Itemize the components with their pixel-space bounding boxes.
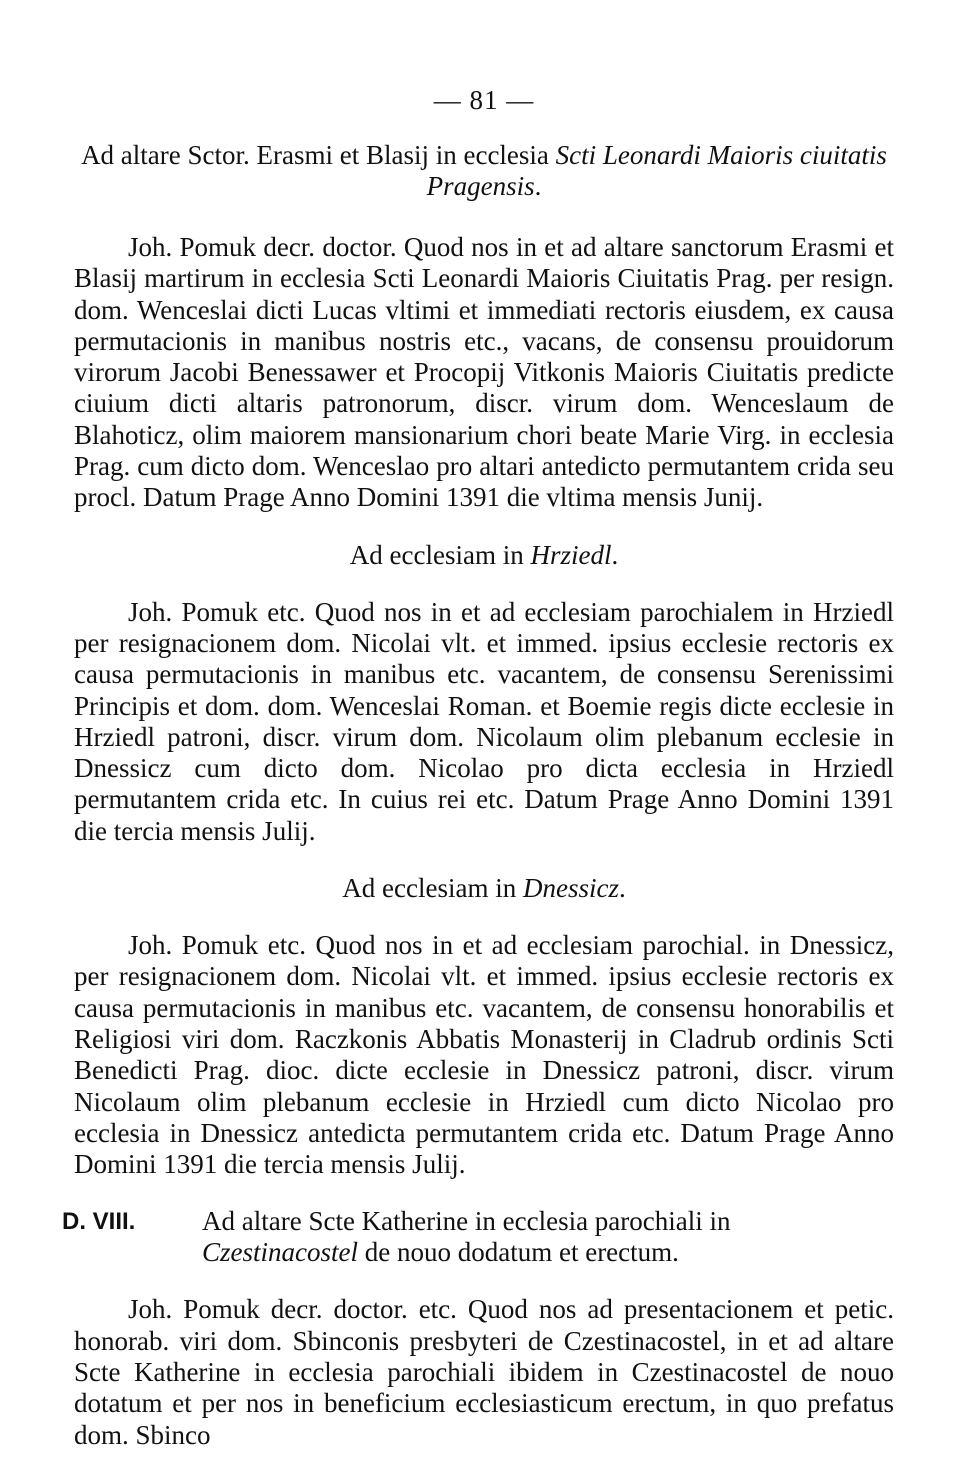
section-heading-hrziedl	[74, 540, 894, 571]
heading-period: .	[618, 873, 626, 904]
heading-italic-part: Czestinacostel	[202, 1237, 358, 1268]
heading-period: .	[611, 539, 619, 570]
page-number: — 81 —	[433, 85, 535, 115]
section-heading-dnessicz	[74, 873, 894, 904]
heading-text	[74, 873, 894, 904]
heading-italic-part: Hrziedl	[530, 539, 612, 570]
section-marker: D. VIII.	[62, 1208, 136, 1236]
heading-line-2	[202, 1237, 894, 1268]
heading-lines	[202, 1206, 894, 1268]
heading-text	[74, 140, 894, 202]
paragraph-hrziedl: Joh. Pomuk etc. Quod nos in et ad ecclesiam parochialem in Hrziedl per resignacionem dom. Nicolai vlt. et immed. ipsius ecclesie rectoris ex causa permutacionis in manibus etc. vacantem, de consensu Serenissimi Principis et dom. dom. Wenceslai Roman. et Boemie regis dicte ecclesie in Hrziedl patroni, discr. virum dom. Nicolaum olim plebanum ecclesie in Dnessicz cum dicto dom. Nicolao pro dicta ecclesia in Hrziedl permutantem crida etc. In cuius rei etc. Datum Prage Anno Domini 1391 die tercia mensis Julij.	[74, 596, 894, 846]
heading-period: .	[534, 171, 542, 201]
section-heading-erasmi-blasij	[74, 140, 894, 202]
heading-text-part: Ad ecclesiam in	[349, 539, 531, 570]
paragraph-katherine: Joh. Pomuk decr. doctor. etc. Quod nos ad presentacionem et petic. honorab. viri dom. Sbinconis presbyteri de Czestinacostel, in et ad altare Scte Katherine in ecclesia parochiali ibidem in Czestinacostel de nouo dotatum et per nos in beneficium ecclesiasticum erectum, in quo prefatus dom. Sbinco	[74, 1294, 894, 1450]
heading-italic-part: Dnessicz	[522, 873, 619, 904]
heading-text-part: Ad ecclesiam in	[342, 873, 523, 904]
heading-text	[74, 540, 894, 571]
document-page	[62, 78, 894, 1451]
heading-italic-part: Scti Leonardi Maioris ciuitatis Pragensis	[426, 140, 887, 201]
heading-text-part: de nouo dodatum et erectum.	[358, 1237, 679, 1268]
heading-text-part: Ad altare Sctor. Erasmi et Blasij in ecclesia	[81, 140, 556, 170]
paragraph-dnessicz: Joh. Pomuk etc. Quod nos in et ad ecclesiam parochial. in Dnessicz, per resignacionem dom. Nicolai vlt. et immed. ipsius ecclesie rectoris ex causa permutacionis in manibus etc. vacantem, de consensu honorabilis et Religiosi viri dom. Raczkonis Abbatis Monasterij in Cladrub ordinis Scti Benedicti Prag. dioc. dicte ecclesie in Dnessicz patroni, discr. virum Nicolaum olim plebanum ecclesie in Hrziedl cum dicto Nicolao pro ecclesia in Dnessicz antedicta permutantem crida etc. Datum Prage Anno Domini 1391 die tercia mensis Julij.	[74, 930, 894, 1180]
heading-line-1: Ad altare Scte Katherine in ecclesia parochiali in	[202, 1206, 731, 1237]
paragraph-erasmi-blasij: Joh. Pomuk decr. doctor. Quod nos in et ad altare sanctorum Erasmi et Blasij martirum in ecclesia Scti Leonardi Maioris Ciuitatis Prag. per resign. dom. Wenceslai dicti Lucas vltimi et immediati rectoris eiusdem, ex causa permutacionis in manibus nostris etc., vacans, de consensu prouidorum virorum Jacobi Benessawer et Procopij Vitkonis Maioris Ciuitatis predicte ciuium dicti altaris patronorum, discr. virum dom. Wenceslaum de Blahoticz, olim maiorem mansionarium chori beate Marie Virg. in ecclesia Prag. cum dicto dom. Wenceslao pro altari antedicto permutantem crida seu procl. Datum Prage Anno Domini 1391 die vltima mensis Junij.	[74, 232, 894, 513]
section-heading-katherine	[62, 1206, 894, 1268]
